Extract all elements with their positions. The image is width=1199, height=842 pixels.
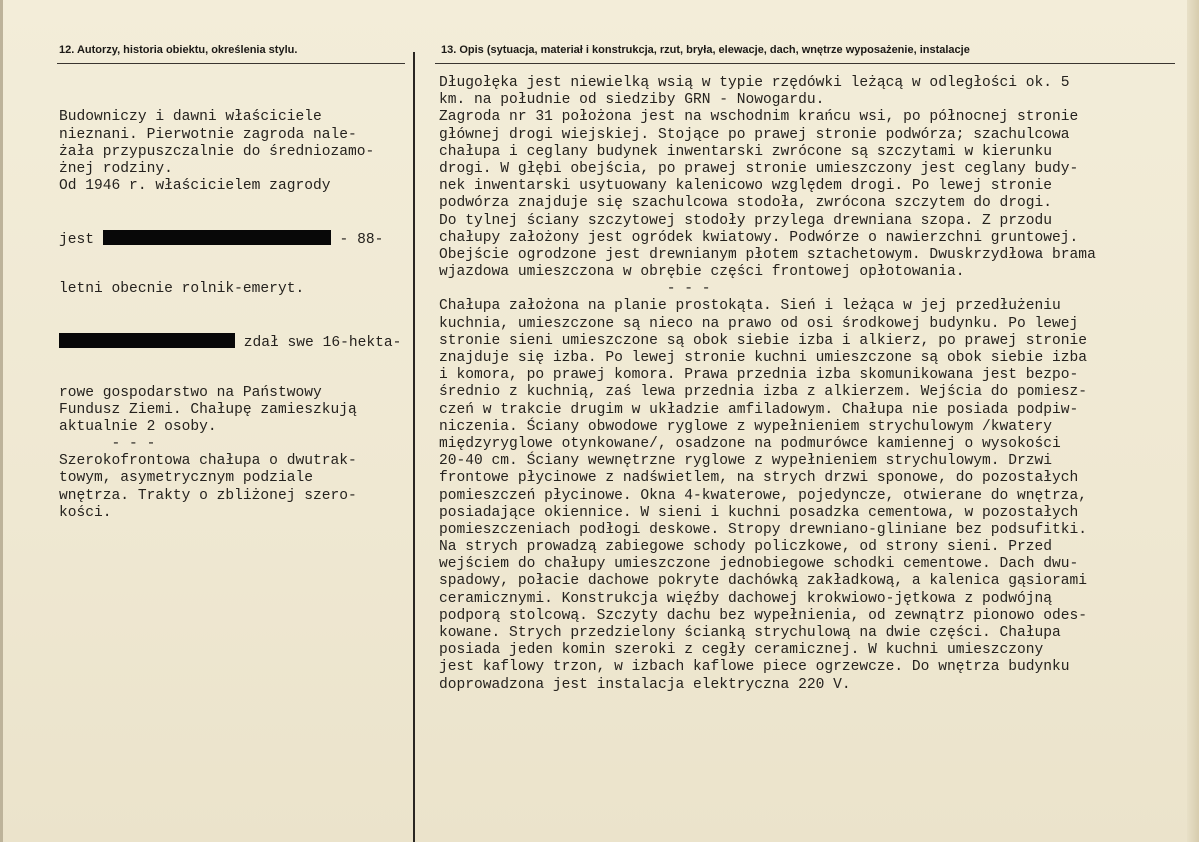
text-line: Na strych prowadzą zabiegowe schody policzkowe, od strony sieni. Przed xyxy=(439,539,1053,556)
text-line: doprowadzona jest instalacja elektryczna 220 V. xyxy=(439,676,851,693)
text-line: kości. xyxy=(59,504,112,521)
text-line: posiadające okiennice. W sieni i kuchni posadzka cementowa, w pozostałych xyxy=(439,504,1079,521)
text-line: chałupa i ceglany budynek inwentarski zwrócone są szczytami w kierunku xyxy=(439,143,1053,160)
text-line: żała przypuszczalnie do średniozamo- xyxy=(59,143,375,160)
text-line: towym, asymetrycznym podziale xyxy=(59,470,313,487)
text-line: kuchnia, umieszczone są nieco na prawo od osi środkowej budynku. Po lewej xyxy=(439,315,1079,332)
text-line: podwórza znajduje się szachulcowa stodoła, zwrócona szczytem do drogi. xyxy=(439,195,1053,212)
redaction-bar xyxy=(59,333,235,348)
text-line: drogi. W głębi obejścia, po prawej stronie umieszczony jest ceglany budy- xyxy=(439,160,1079,177)
text-line: znajduje się izba. Po lewej stronie kuchni umieszczone są obok siebie izba xyxy=(439,350,1088,366)
section-13-header: 13. Opis (sytuacja, materiał i konstrukcja, rzut, bryła, elewacje, dach, wnętrze wyposażenie, instalacje xyxy=(441,44,970,56)
text-line: jest kaflowy trzon, w izbach kaflowe piece ogrzewcze. Do wnętrza budynku xyxy=(439,659,1070,676)
text-line: wjazdowa umieszczona w obrębie części frontowej opłotowania. xyxy=(439,264,965,281)
owner-line-suffix: - 88- xyxy=(330,231,384,248)
text-line: ceramicznymi. Konstrukcja więźby dachowej krokwiowo-jętkowa z podwójną xyxy=(439,590,1053,607)
handover-line xyxy=(59,333,401,350)
page-edge xyxy=(1187,0,1199,842)
text-line: Fundusz Ziemi. Chałupę zamieszkują xyxy=(59,401,357,418)
header-rule-left xyxy=(57,63,405,64)
redaction-bar xyxy=(103,230,331,245)
text-line: rowe gospodarstwo na Państwowy xyxy=(59,384,322,401)
section-13-text xyxy=(439,75,1096,694)
text-line: Obejście ogrodzone jest drewnianym płotem sztachetowym. Dwuskrzydłowa brama xyxy=(439,246,1096,263)
text-line: czeń w trakcie drugim w układzie amfiladowym. Chałupa nie posiada podpiw- xyxy=(439,401,1079,418)
text-line: Od 1946 r. właścicielem zagrody xyxy=(59,178,331,195)
text-line: stronie sieni umieszczone są obok siebie izba i alkierz, po prawej stronie xyxy=(439,332,1088,349)
text-line: km. na południe od siedziby GRN - Nowogardu. xyxy=(439,92,825,109)
text-line: międzyryglowe otynkowane/, osadzone na podmurówce kamiennej o wysokości xyxy=(439,435,1061,452)
handover-line-suffix: zdał swe 16-hekta- xyxy=(235,334,402,351)
text-line: pomieszczeniach podłogi deskowe. Stropy drewniano-gliniane bez podsufitki. xyxy=(439,521,1088,538)
text-line: nieznani. Pierwotnie zagroda nale- xyxy=(59,126,357,143)
text-line: podporą stolcową. Szczyty dachu bez wypełnienia, od zewnątrz pionowo odes- xyxy=(439,607,1088,624)
text-line: wnętrza. Trakty o zbliżonej szero- xyxy=(59,487,357,504)
text-line: spadowy, połacie dachowe pokryte dachówką zakładkową, a kalenica gąsiorami xyxy=(439,573,1088,590)
text-line: 20-40 cm. Ściany wewnętrzne ryglowe z wypełnieniem strychulowym. Drzwi xyxy=(439,453,1053,470)
section-12-header: 12. Autorzy, historia obiektu, określenia stylu. xyxy=(59,44,298,56)
text-line: chałupy założony jest ogródek kwiatowy. Podwórze o nawierzchni gruntowej. xyxy=(439,229,1079,246)
text-line: aktualnie 2 osoby. xyxy=(59,418,217,435)
text-line: letni obecnie rolnik-emeryt. xyxy=(59,281,305,298)
text-line: Długołęka jest niewielką wsią w typie rzędówki leżącą w odległości ok. 5 xyxy=(439,75,1070,91)
text-line: wejściem do chałupy umieszczone jednobiegowe schodki cementowe. Dach dwu- xyxy=(439,556,1079,573)
text-line: żnej rodziny. xyxy=(59,160,173,177)
text-line: - - - xyxy=(59,436,156,453)
text-line: i komora, po prawej komora. Prawa przednia izba skomunikowana jest bezpo- xyxy=(439,367,1079,384)
section-12-text xyxy=(59,75,401,556)
text-line: Zagroda nr 31 położona jest na wschodnim krańcu wsi, po północnej stronie xyxy=(439,109,1079,126)
text-line: - - - xyxy=(439,281,711,298)
text-line: kowane. Strych przedzielony ścianką strychulową na dwie części. Chałupa xyxy=(439,625,1061,641)
text-line: pomieszczeń płycinowe. Okna 4-kwaterowe, pojedyncze, otwierane do wnętrza, xyxy=(439,487,1088,504)
text-line: głównej drogi wiejskiej. Stojące po prawej stronie podwórza; szachulcowa xyxy=(439,126,1070,143)
column-divider xyxy=(413,52,415,842)
text-line: Budowniczy i dawni właściciele xyxy=(59,109,322,126)
text-line: posiada jeden komin szeroki z cegły ceramicznej. W kuchni umieszczony xyxy=(439,642,1044,659)
owner-line-prefix: jest xyxy=(59,231,103,248)
text-line: nek inwentarski usytuowany kalenicowo względem drogi. Po lewej stronie xyxy=(439,178,1053,195)
text-line: Do tylnej ściany szczytowej stodoły przylega drewniana szopa. Z przodu xyxy=(439,212,1053,229)
text-line: frontowe płycinowe z nadświetlem, na strych drzwi sponowe, do pozostałych xyxy=(439,470,1079,487)
text-line: Chałupa założona na planie prostokąta. Sień i leżąca w jej przedłużeniu xyxy=(439,298,1061,315)
owner-line xyxy=(59,230,401,247)
text-line: Szerokofrontowa chałupa o dwutrak- xyxy=(59,453,357,470)
header-rule-right xyxy=(435,63,1175,64)
text-line: niczenia. Ściany obwodowe ryglowe z wypełnieniem strychulowym /kwatery xyxy=(439,418,1053,435)
text-line: średnio z kuchnią, zaś lewa przednia izba z alkierzem. Wejścia do pomiesz- xyxy=(439,384,1088,401)
